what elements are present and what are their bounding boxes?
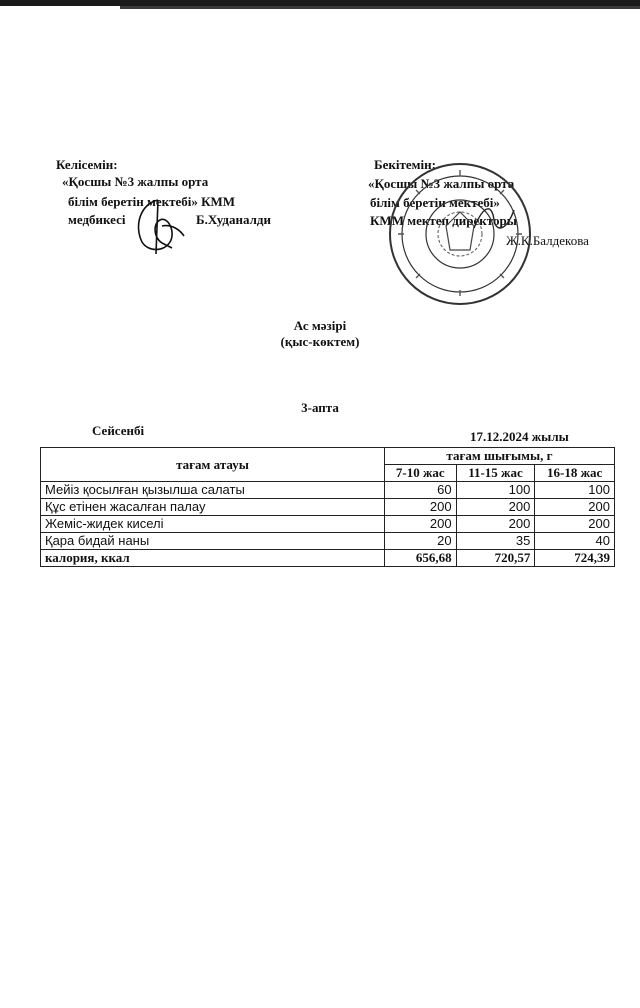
dish-yield: 200 [456,499,535,516]
week-label: 3-апта [301,400,339,415]
menu-table [40,447,615,567]
col-yield-header: тағам шығымы, г [385,448,615,465]
table-row [41,482,615,499]
approval-right-title: Бекітемін: [374,157,436,172]
dish-name: Мейіз қосылған қызылша салаты [41,482,385,499]
dish-yield: 60 [385,482,457,499]
scan-edge-shadow [120,6,640,9]
col-name-header: тағам атауы [41,448,385,482]
dish-yield: 100 [535,482,615,499]
approval-right-line2: білім беретін мектебі» [370,195,500,210]
dish-name: Жеміс-жидек киселі [41,516,385,533]
dish-yield: 200 [456,516,535,533]
dish-name: Қара бидай наны [41,533,385,550]
approval-right-line1: «Қосшы №3 жалпы орта [368,176,515,191]
date-label: 17.12.2024 жылы [470,429,569,444]
menu-season: (қыс-көктем) [280,334,360,349]
approval-right-name: Ж.К.Балдекова [506,233,589,248]
total-label: калория, ккал [41,550,385,567]
total-calories: 724,39 [535,550,615,567]
table-row [41,499,615,516]
approval-left-name: Б.Худаналди [196,212,271,227]
dish-yield: 40 [535,533,615,550]
dish-yield: 200 [535,516,615,533]
day-label: Сейсенбі [92,423,145,438]
dish-yield: 200 [535,499,615,516]
dish-name: Құс етінен жасалған палау [41,499,385,516]
total-calories: 656,68 [385,550,457,567]
dish-yield: 200 [385,499,457,516]
dish-yield: 35 [456,533,535,550]
age-group-header: 7-10 жас [385,465,457,482]
age-group-header: 11-15 жас [456,465,535,482]
approval-left-role: медбикесі [68,212,126,227]
approval-left-line2: білім беретін мектебі» КММ [68,194,236,209]
table-total-row [41,550,615,567]
approval-right-role: КММ мектеп директоры [370,213,517,228]
dish-yield: 100 [456,482,535,499]
signature-right [470,198,520,238]
approval-left-title: Келісемін: [56,157,118,172]
dish-yield: 20 [385,533,457,550]
table-row [41,516,615,533]
table-header-row [41,448,615,465]
age-group-header: 16-18 жас [535,465,615,482]
menu-title: Ас мәзірі [293,318,347,333]
dish-yield: 200 [385,516,457,533]
approval-left-line1: «Қосшы №3 жалпы орта [62,174,209,189]
table-row [41,533,615,550]
total-calories: 720,57 [456,550,535,567]
signature-left [128,196,188,258]
